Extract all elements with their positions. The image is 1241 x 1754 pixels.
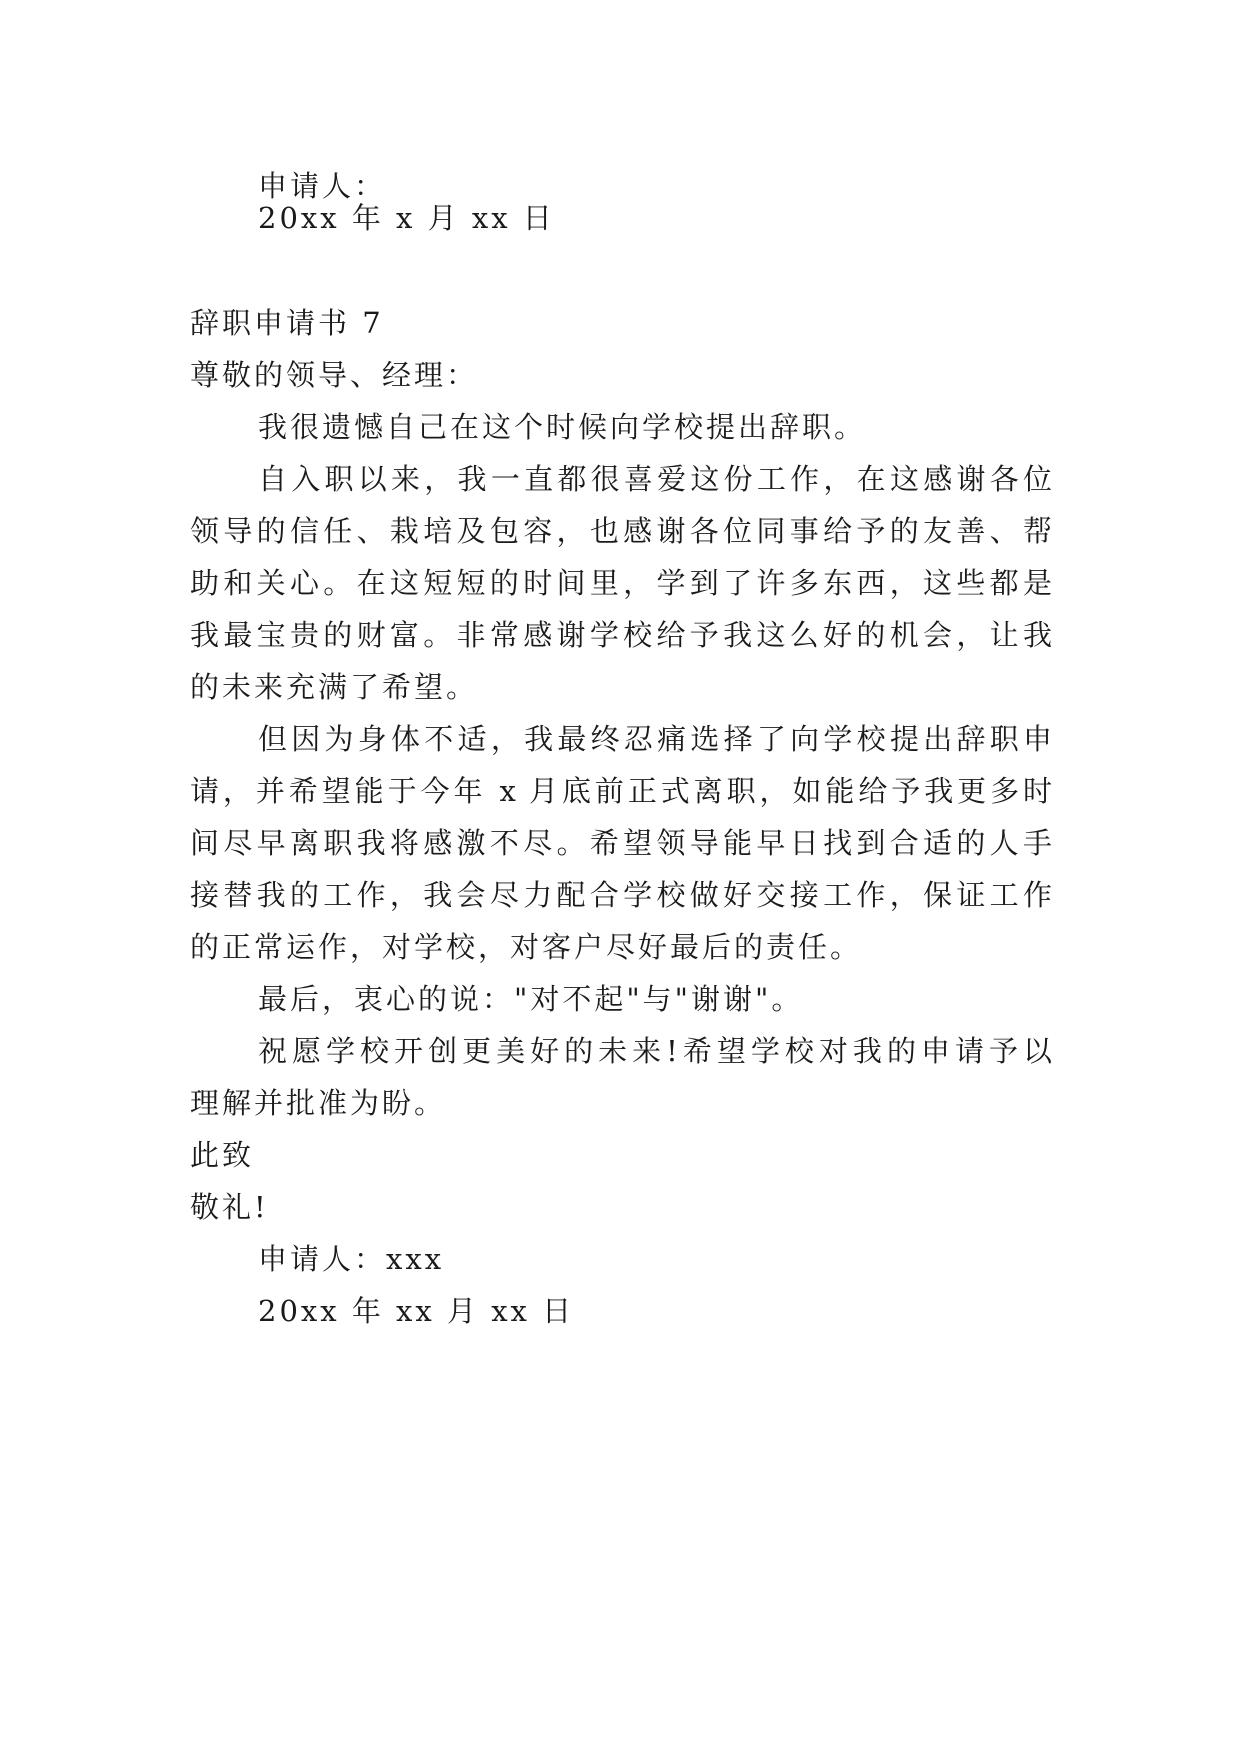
paragraph-3-line-3: 间尽早离职我将感激不尽。希望领导能早日找到合适的人手 [190, 826, 1052, 860]
paragraph-2-line-3: 助和关心。在这短短的时间里，学到了许多东西，这些都是 [190, 566, 1052, 600]
applicant-signature: 申请人：xxx [258, 1242, 445, 1276]
top-date: 20xx 年 x 月 xx 日 [258, 201, 555, 235]
letter-title: 辞职申请书 7 [190, 306, 384, 340]
paragraph-1: 我很遗憾自己在这个时候向学校提出辞职。 [258, 410, 867, 444]
paragraph-2-line-1: 自入职以来，我一直都很喜爱这份工作，在这感谢各位 [258, 462, 1052, 496]
paragraph-3-line-1: 但因为身体不适，我最终忍痛选择了向学校提出辞职申 [258, 722, 1052, 756]
top-applicant-label: 申请人： [258, 169, 387, 203]
paragraph-3-line-2: 请，并希望能于今年 x 月底前正式离职，如能给予我更多时 [190, 774, 1052, 808]
paragraph-2-line-4: 我最宝贵的财富。非常感谢学校给予我这么好的机会，让我 [190, 618, 1052, 652]
signature-date: 20xx 年 xx 月 xx 日 [258, 1294, 575, 1328]
paragraph-5-line-2: 理解并批准为盼。 [190, 1086, 447, 1120]
closing-line-2: 敬礼! [190, 1190, 269, 1224]
paragraph-3-line-5: 的正常运作，对学校，对客户尽好最后的责任。 [190, 930, 863, 964]
paragraph-2-line-2: 领导的信任、栽培及包容，也感谢各位同事给予的友善、帮 [190, 514, 1052, 548]
closing-line-1: 此致 [190, 1138, 255, 1172]
paragraph-2-line-5: 的未来充满了希望。 [190, 670, 479, 704]
paragraph-4: 最后，衷心的说："对不起"与"谢谢"。 [258, 982, 804, 1016]
paragraph-5-line-1: 祝愿学校开创更美好的未来!希望学校对我的申请予以 [258, 1034, 1052, 1068]
salutation: 尊敬的领导、经理： [190, 358, 479, 392]
paragraph-3-line-4: 接替我的工作，我会尽力配合学校做好交接工作，保证工作 [190, 878, 1052, 912]
